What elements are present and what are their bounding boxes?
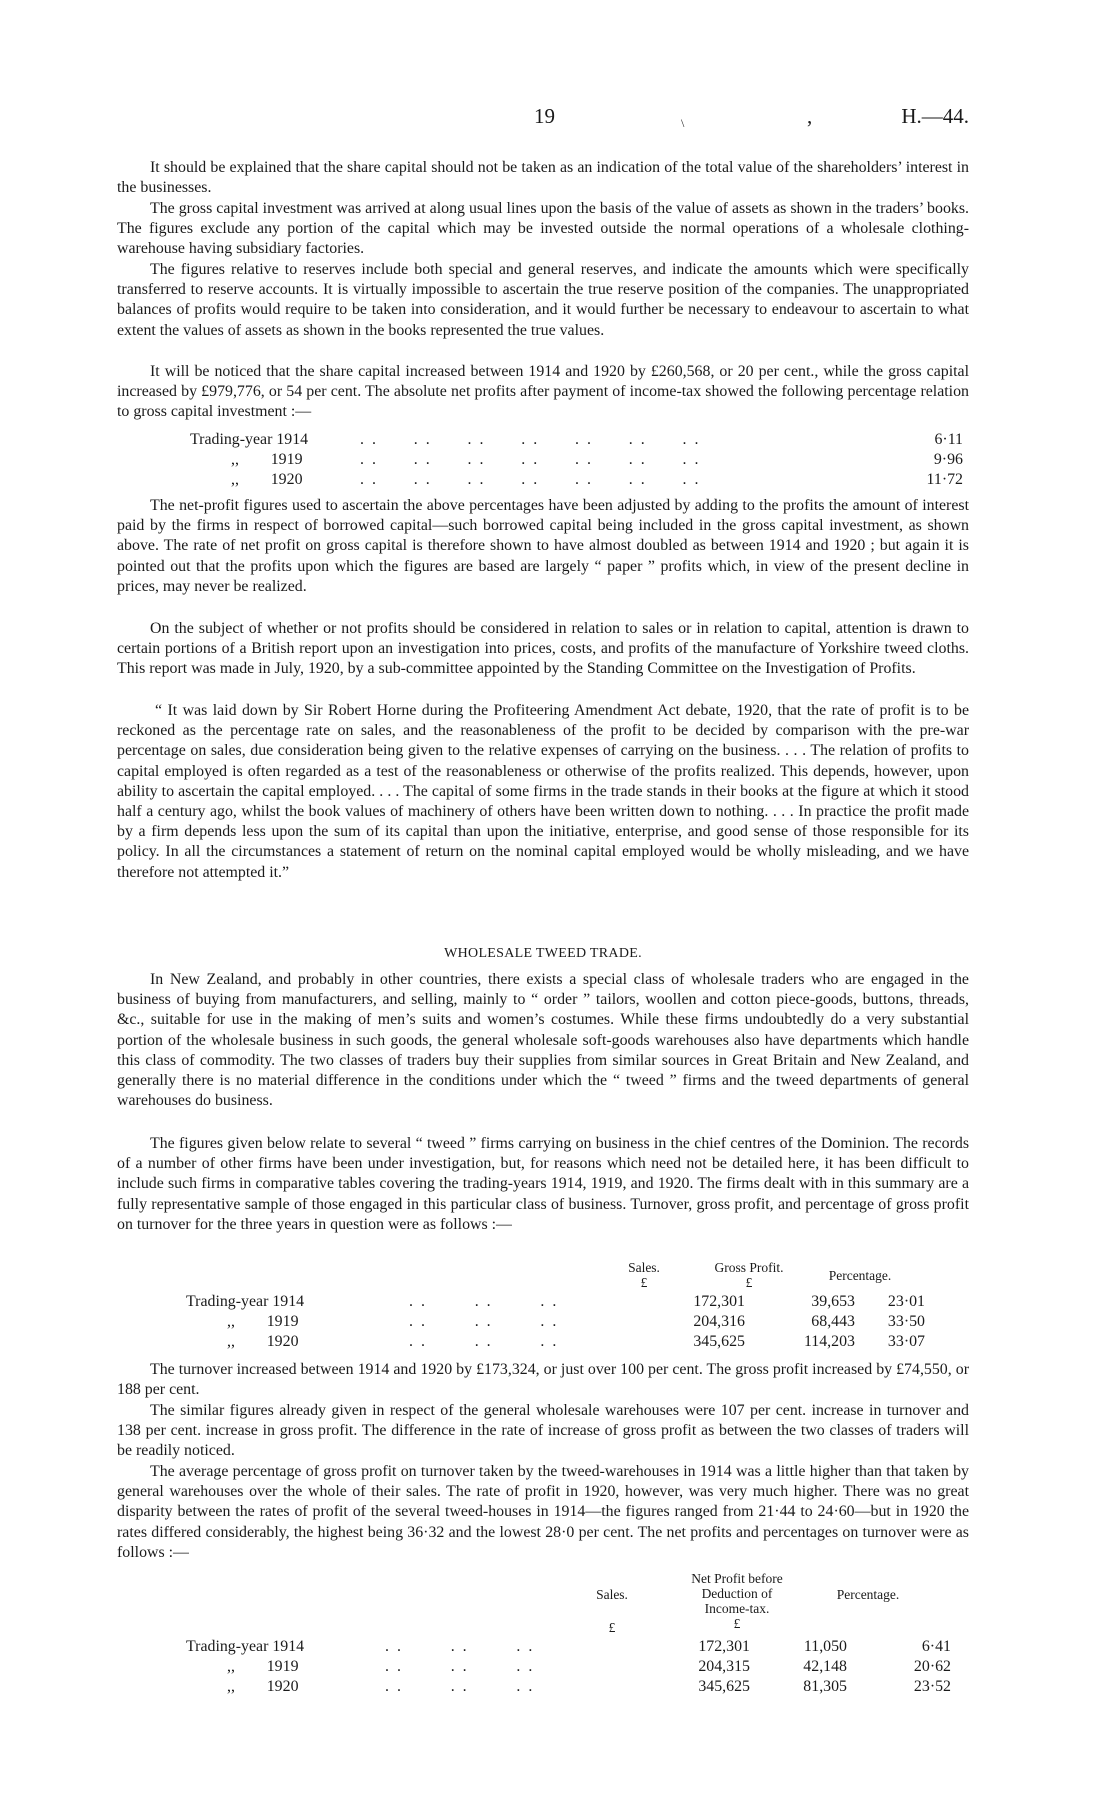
leader-dots: . . . . . .: [385, 1658, 535, 1675]
leader-dots: . . . . . .: [409, 1333, 559, 1350]
paragraph: The turnover increased between 1914 and 1920 by £173,324, or just over 100 per cent. The gross profit increased by £74,550, or 188 per cent.: [117, 1361, 969, 1399]
column-header-percentage: Percentage.: [836, 1587, 900, 1602]
row-label: ,, 1919: [227, 1313, 299, 1330]
percentage-value: 23·01: [887, 1293, 925, 1310]
table-row: [117, 470, 969, 490]
row-label: ,, 1919: [231, 451, 303, 468]
paragraph: On the subject of whether or not profits should be considered in relation to sales or in relation to capital, attention is drawn to certain portions of a British report upon an investigation into prices, costs, and profits of the manufacture of Yorkshire tweed cloths. This report was made in July, 1920, by a sub-committee appointed by the Standing Committee on the Investigation of Profits.: [117, 620, 969, 678]
table-row: [117, 1677, 969, 1697]
row-value: 9·96: [933, 451, 963, 468]
row-label: ,, 1920: [227, 1678, 299, 1695]
gross-profit-value: 114,203: [803, 1333, 855, 1350]
paragraph: It should be explained that the share capital should not be taken as an indication of the total value of the shareholders’ interest in the businesses.: [117, 159, 969, 197]
net-profit-value: 11,050: [803, 1638, 847, 1655]
row-label: Trading-year 1914: [186, 1293, 305, 1310]
row-value: 6·11: [934, 431, 963, 448]
table-row: [117, 1637, 969, 1657]
sales-value: 172,301: [693, 1293, 745, 1310]
table-row: [117, 1292, 969, 1312]
sales-value: 204,315: [698, 1658, 750, 1675]
row-value: 11·72: [926, 471, 963, 488]
column-header-sales: Sales. £: [628, 1260, 660, 1290]
stray-comma: ,: [807, 104, 813, 128]
sales-value: 345,625: [698, 1678, 750, 1695]
page-number: 19: [534, 104, 555, 128]
net-profit-value: 42,148: [803, 1658, 847, 1675]
paragraph: The similar figures already given in respect of the general wholesale warehouses were 107 per cent. increase in turnover and 138 per cent. increase in gross profit. The difference in the rate of increase of gross profit as between the two classes of traders will be readily noticed.: [117, 1402, 969, 1460]
leader-dots: . . . . . . . . . . . . . .: [360, 431, 701, 448]
paragraph: The figures relative to reserves include both special and general reserves, and indicate the amounts which were specifically transferred to reserve accounts. It is virtually impossible to ascertain the true reserve position of the companies. The unappropriated balances of profits would require to be taken into consideration, and it would further be necessary to endeavour to ascertain to what extent the values of assets as shown in the books represented the true values.: [117, 261, 969, 339]
percentage-value: 6·41: [921, 1638, 951, 1655]
column-header-gross-profit: Gross Profit. £: [714, 1260, 784, 1290]
paragraph: The net-profit figures used to ascertain the above percentages have been adjusted by adding to the profits the amount of interest paid by the firms in respect of borrowed capital—such borrowed capital being included in the gross capital investment, as shown above. The rate of net profit on gross capital is therefore shown to have almost doubled as between 1914 and 1920 ; but again it is pointed out that the profits upon which the figures are based are largely “ paper ” profits which, in view of the present decline in prices, may never be realized.: [117, 497, 969, 595]
document-reference: H.—44.: [901, 104, 969, 128]
column-header-percentage: Percentage.: [828, 1268, 892, 1283]
sales-value: 345,625: [693, 1333, 745, 1350]
net-profit-value: 81,305: [803, 1678, 847, 1695]
column-header-sales: Sales. £: [596, 1587, 628, 1635]
sales-value: 172,301: [698, 1638, 750, 1655]
percentage-value: 23·52: [913, 1678, 951, 1695]
paragraph: It will be noticed that the share capital increased between 1914 and 1920 by £260,568, or 20 per cent., while the gross capital increased by £979,776, or 54 per cent. The absolute net profits after payment of income-tax showed the following percentage relation to gross capital investment :—: [117, 363, 969, 421]
percentage-value: 33·07: [887, 1333, 925, 1350]
quoted-paragraph: “ It was laid down by Sir Robert Horne during the Profiteering Amendment Act debate, 1920, that the rate of profit is to be reckoned as the percentage rate on sales, and the reasonableness of the profit to be decided by comparison with the pre-war percentage on sales, due consideration being given to the relative expenses of carrying on the business. . . . The relation of profits to capital employed is often regarded as a test of the reasonableness or otherwise of the profits realized. This depends, however, upon ability to ascertain the capital employed. . . . The capital of some firms in the trade stands in their books at the figure at which it stood half a century ago, whilst the book values of machinery of others have been written down to nothing. . . . In practice the profit made by a firm depends less upon the sum of its capital than upon the initiative, enterprise, and good sense of those responsible for its policy. In all the circumstances a statement of return on the nominal capital employed would be wholly misleading, and we have therefore not attempted it.”: [117, 702, 969, 881]
leader-dots: . . . . . . . . . . . . . .: [360, 471, 701, 488]
paragraph: The gross capital investment was arrived at along usual lines upon the basis of the value of assets as shown in the traders’ books. The figures exclude any portion of the capital which may be invested outside the normal operations of a wholesale clothing-warehouse having subsidiary factories.: [117, 200, 969, 258]
table-row: [117, 1312, 969, 1332]
section-heading: WHOLESALE TWEED TRADE.: [444, 946, 642, 961]
leader-dots: . . . . . .: [385, 1678, 535, 1695]
row-label: Trading-year 1914: [186, 1638, 305, 1655]
sales-value: 204,316: [693, 1313, 745, 1330]
table-row: [117, 1657, 969, 1677]
table-row: [117, 430, 969, 450]
page-header: [117, 104, 969, 134]
row-label: Trading-year 1914: [190, 431, 309, 448]
row-label: ,, 1920: [231, 471, 303, 488]
gross-profit-value: 39,653: [811, 1293, 855, 1310]
leader-dots: . . . . . .: [385, 1638, 535, 1655]
row-label: ,, 1919: [227, 1658, 299, 1675]
gross-profit-value: 68,443: [811, 1313, 855, 1330]
percentage-value: 20·62: [913, 1658, 951, 1675]
table-row: [117, 1332, 969, 1352]
paragraph: The figures given below relate to several “ tweed ” firms carrying on business in the chief centres of the Dominion. The records of a number of other firms have been under investigation, but, for reasons which need not be detailed here, it has been difficult to include such firms in comparative tables covering the trading-years 1914, 1919, and 1920. The firms dealt with in this summary are a fully representative sample of those engaged in this particular class of business. Turnover, gross profit, and percentage of gross profit on turnover for the three years in question were as follows :—: [117, 1135, 969, 1233]
column-header-net-profit: Net Profit before Deduction of Income-tax. £: [691, 1571, 783, 1631]
row-label: ,, 1920: [227, 1333, 299, 1350]
leader-dots: . . . . . .: [409, 1293, 559, 1310]
leader-dots: . . . . . . . . . . . . . .: [360, 451, 701, 468]
paragraph: In New Zealand, and probably in other countries, there exists a special class of wholesale traders who are engaged in the business of buying from manufacturers, and selling, mainly to “ order ” tailors, woollen and cotton piece-goods, buttons, threads, &c., suitable for use in the making of men’s suits and women’s costumes. While these firms undoubtedly do a very substantial portion of the wholesale business in such goods, the general wholesale soft-goods warehouses also have departments which handle this class of commodity. The two classes of traders buy their supplies from similar sources in Great Britain and New Zealand, and generally there is no material difference in the conditions under which the “ tweed ” firms and the tweed departments of general warehouses do business.: [117, 971, 969, 1110]
paragraph: The average percentage of gross profit on turnover taken by the tweed-warehouses in 1914 was a little higher than that taken by general warehouses over the whole of their sales. The rate of profit in 1920, however, was very much higher. There was no great disparity between the rates of profit of the several tweed-houses in 1914—the figures ranged from 21·44 to 24·60—but in 1920 the rates differed considerably, the highest being 36·32 and the lowest 28·0 per cent. The net profits and percentages on turnover were as follows :—: [117, 1463, 969, 1561]
percentage-value: 33·50: [887, 1313, 925, 1330]
leader-dots: . . . . . .: [409, 1313, 559, 1330]
stray-mark: \: [681, 116, 685, 130]
table-row: [117, 450, 969, 470]
